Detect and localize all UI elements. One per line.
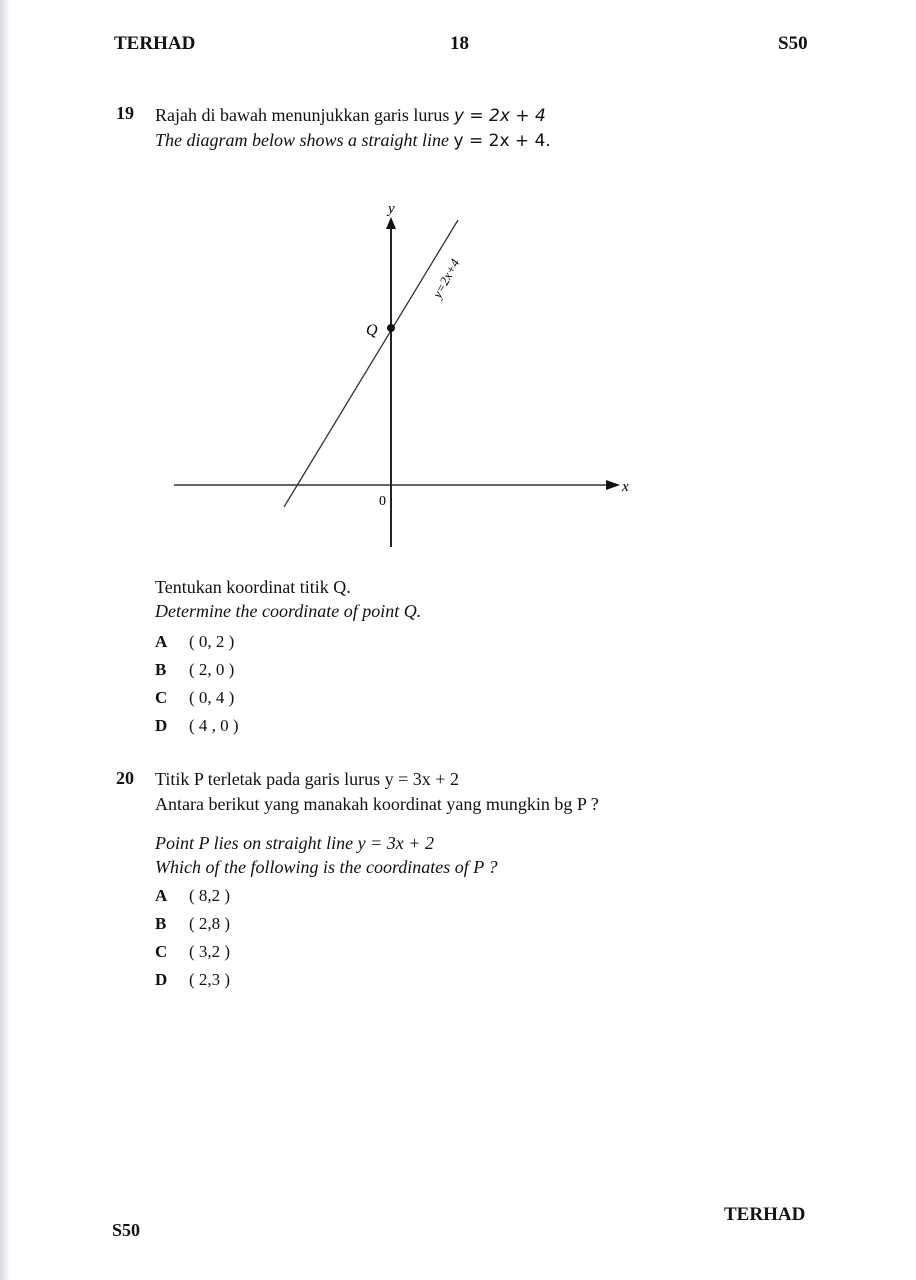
question-20-english-1: Point P lies on straight line y = 3x + 2	[155, 833, 434, 853]
question-19-option-b[interactable]	[155, 660, 234, 680]
option-letter: D	[155, 716, 168, 735]
option-value: ( 2,3 )	[189, 970, 231, 989]
option-letter: B	[155, 914, 167, 933]
point-q	[387, 324, 395, 332]
straight-line-diagram	[160, 195, 640, 555]
question-19-malay	[155, 105, 546, 126]
question-20-malay-2: Antara berikut yang manakah koordinat yang mungkin bg P ?	[155, 794, 599, 814]
line-y-2x-plus-4	[284, 220, 458, 507]
option-letter: A	[155, 886, 168, 905]
question-19-english	[155, 130, 551, 151]
x-axis-label: x	[622, 479, 629, 495]
question-20-option-d[interactable]	[155, 970, 230, 990]
x-axis-arrow-icon	[606, 480, 620, 490]
option-value: ( 4 , 0 )	[189, 716, 239, 735]
option-letter: C	[155, 942, 168, 961]
option-letter: B	[155, 660, 167, 679]
question-20-option-c[interactable]	[155, 942, 230, 962]
question-19-equation: y = 2x + 4	[453, 106, 546, 126]
y-axis-label: y	[388, 201, 395, 217]
question-20-number: 20	[116, 768, 134, 788]
option-letter: C	[155, 688, 168, 707]
question-19-option-d[interactable]	[155, 716, 239, 736]
question-19-english-text: The diagram below shows a straight line	[155, 130, 450, 150]
page-edge-shadow	[0, 0, 10, 1280]
question-19-ask-english: Determine the coordinate of point Q.	[155, 601, 422, 621]
page-number: 18	[450, 33, 469, 54]
option-value: ( 3,2 )	[189, 942, 231, 961]
header-classification: TERHAD	[114, 33, 196, 54]
option-value: ( 0, 2 )	[189, 632, 235, 651]
y-axis-arrow-icon	[386, 217, 396, 229]
question-19-malay-text: Rajah di bawah menunjukkan garis lurus	[155, 105, 450, 125]
option-value: ( 8,2 )	[189, 886, 231, 905]
footer-classification: TERHAD	[724, 1204, 806, 1225]
question-19-ask-malay: Tentukan koordinat titik Q.	[155, 577, 351, 597]
header-code: S50	[778, 33, 808, 54]
question-19-equation-en: y = 2x + 4.	[453, 131, 551, 151]
option-value: ( 2, 0 )	[189, 660, 235, 679]
footer-code: S50	[112, 1220, 141, 1240]
question-20-malay-1: Titik P terletak pada garis lurus y = 3x + 2	[155, 769, 459, 789]
question-19-number: 19	[116, 103, 134, 123]
question-20-option-a[interactable]	[155, 886, 230, 906]
question-20-option-b[interactable]	[155, 914, 230, 934]
option-letter: D	[155, 970, 168, 989]
option-letter: A	[155, 632, 168, 651]
option-value: ( 2,8 )	[189, 914, 231, 933]
question-19-option-c[interactable]	[155, 688, 234, 708]
origin-label: 0	[379, 494, 386, 509]
point-q-label: Q	[366, 322, 378, 339]
question-19-option-a[interactable]	[155, 632, 234, 652]
option-value: ( 0, 4 )	[189, 688, 235, 707]
line-equation-label: y=2x+4	[429, 256, 463, 301]
question-20-english-2: Which of the following is the coordinates of P ?	[155, 857, 498, 877]
